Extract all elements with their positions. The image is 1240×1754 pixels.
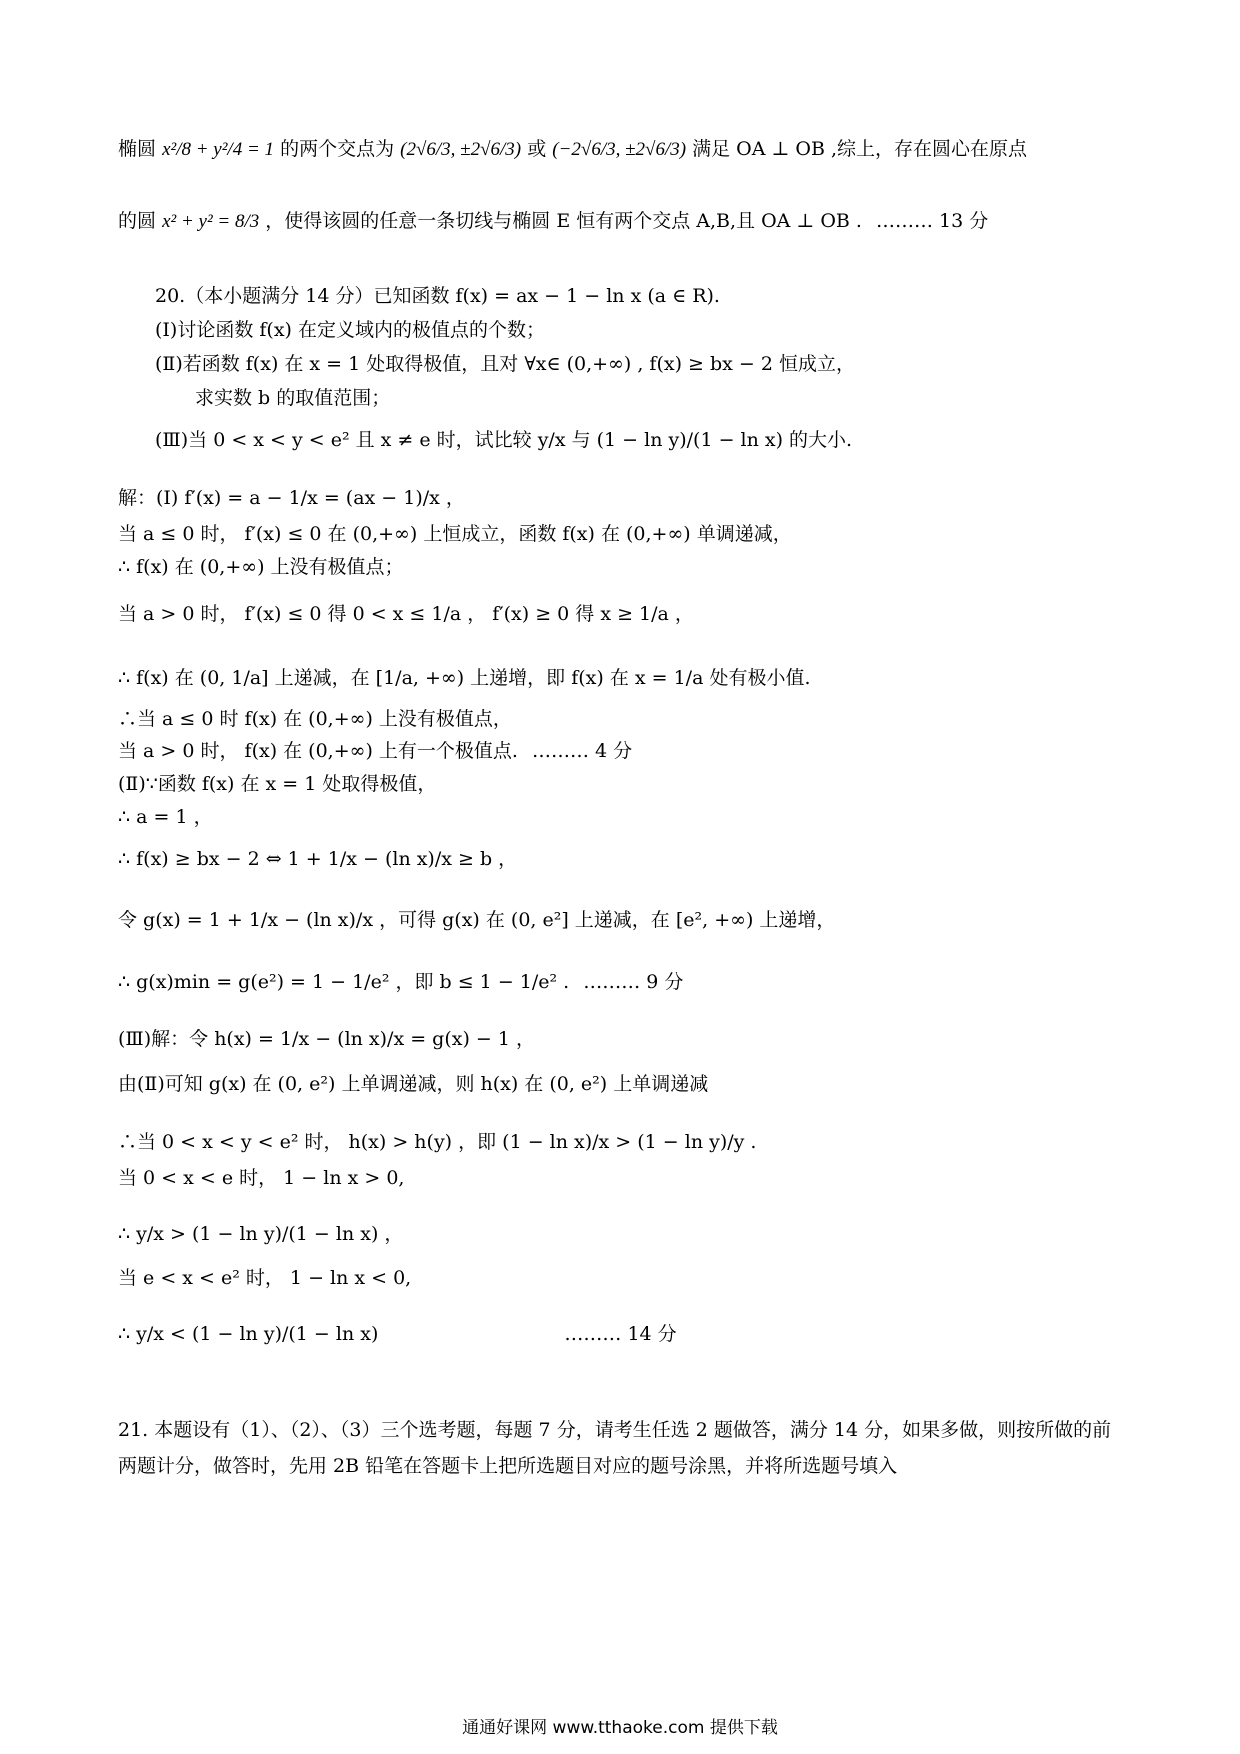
q20-stem: 20.（本小题满分 14 分）已知函数 f(x) = ax − 1 − ln x (a ∈ R). <box>155 285 720 307</box>
solution-line-12-text: ∴ g(x)min = g(e²) = 1 − 1/e² ，即 b ≤ 1 − 1/e² . <box>118 971 570 993</box>
ellipse-equation: x²/8 + y²/4 = 1 <box>162 139 275 160</box>
solution-line-2: 当 a ≤ 0 时， f′(x) ≤ 0 在 (0,+∞) 上恒成立，函数 f(x) 在 (0,+∞) 单调递减， <box>118 523 792 545</box>
q20-part-2: (Ⅱ)若函数 f(x) 在 x = 1 处取得极值，且对 ∀x∈ (0,+∞) , f(x) ≥ bx − 2 恒成立， <box>155 353 855 375</box>
solution-line-12 <box>118 968 683 996</box>
solution-line-18: 当 e < x < e² 时， 1 − ln x < 0, <box>118 1267 412 1289</box>
solution-line-13: (Ⅲ)解：令 h(x) = 1/x − (ln x)/x = g(x) − 1 ， <box>118 1028 536 1050</box>
solution-line-11: 令 g(x) = 1 + 1/x − (ln x)/x ，可得 g(x) 在 (0, e²] 上递减，在 [e², +∞) 上递增， <box>118 909 836 931</box>
text-tangent: ，使得该圆的任意一条切线与椭圆 E 恒有两个交点 A,B,且 OA ⊥ OB . <box>265 210 862 232</box>
solution-line-7-text: 当 a > 0 时， f(x) 在 (0,+∞) 上有一个极值点. <box>118 740 518 762</box>
solution-line-5: ∴ f(x) 在 (0, 1/a] 上递减，在 [1/a, +∞) 上递增，即 f(x) 在 x = 1/a 处有极小值. <box>118 667 811 689</box>
solution-line-4: 当 a > 0 时， f′(x) ≤ 0 得 0 < x ≤ 1/a ， f′(x) ≥ 0 得 x ≥ 1/a ， <box>118 603 694 625</box>
text-circle-label: 的圆 <box>118 210 157 232</box>
solution-line-7 <box>118 737 632 765</box>
solution-line-8: (Ⅱ)∵函数 f(x) 在 x = 1 处取得极值， <box>118 773 437 795</box>
solution-line-9: ∴ a = 1 ， <box>118 806 213 828</box>
point-2: (−2√6/3, ±2√6/3) <box>552 139 687 160</box>
solution-line-6: ∴当 a ≤ 0 时 f(x) 在 (0,+∞) 上没有极值点， <box>118 708 512 730</box>
score-14: ……… 14 分 <box>564 1323 677 1345</box>
text-intersections: 的两个交点为 <box>280 138 395 160</box>
solution-line-3: ∴ f(x) 在 (0,+∞) 上没有极值点； <box>118 556 404 578</box>
solution-line-16: 当 0 < x < e 时， 1 − ln x > 0, <box>118 1167 405 1189</box>
solution-line-17: ∴ y/x > (1 − ln y)/(1 − ln x) ， <box>118 1223 404 1245</box>
solution-line-10: ∴ f(x) ≥ bx − 2 ⇔ 1 + 1/x − (ln x)/x ≥ b ， <box>118 848 518 870</box>
text-or: 或 <box>527 138 547 160</box>
solution-line-15: ∴当 0 < x < y < e² 时， h(x) > h(y) ，即 (1 − ln x)/x > (1 − ln y)/y . <box>118 1131 757 1153</box>
page-footer: 通通好课网 www.tthaoke.com 提供下载 <box>462 1718 778 1738</box>
solution-line-14: 由(Ⅱ)可知 g(x) 在 (0, e²) 上单调递减，则 h(x) 在 (0, e²) 上单调递减 <box>118 1073 709 1095</box>
text-ellipse-label: 椭圆 <box>118 138 157 160</box>
q20-part-3: (Ⅲ)当 0 < x < y < e² 且 x ≠ e 时，试比较 y/x 与 (1 − ln y)/(1 − ln x) 的大小. <box>155 429 853 451</box>
q20-part-1: (Ⅰ)讨论函数 f(x) 在定义域内的极值点的个数； <box>155 319 545 341</box>
score-4: ……… 4 分 <box>532 740 633 762</box>
q21-text: 21. 本题设有（1）、（2）、（3）三个选考题，每题 7 分，请考生任选 2 题做答，满分 14 分，如果多做，则按所做的前两题计分，做答时，先用 2B 铅笔在答题卡上把所选题目对应的题号涂黑，并将所选题号填入 <box>118 1419 1112 1477</box>
solution-line-19-text: ∴ y/x < (1 − ln y)/(1 − ln x) <box>118 1323 379 1345</box>
q20-part-2b: 求实数 b 的取值范围； <box>195 387 391 409</box>
score-13: ……… 13 分 <box>876 210 989 232</box>
solution-line-19 <box>118 1320 677 1348</box>
circle-equation: x² + y² = 8/3 <box>162 211 260 232</box>
q19-conclusion-line-1 <box>118 135 1027 164</box>
text-perpendicular: 满足 OA ⊥ OB ,综上，存在圆心在原点 <box>692 138 1028 160</box>
q19-conclusion-line-2 <box>118 207 988 236</box>
solution-line-1: 解：(Ⅰ) f′(x) = a − 1/x = (ax − 1)/x ， <box>118 487 465 509</box>
point-1: (2√6/3, ±2√6/3) <box>400 139 522 160</box>
score-9: ……… 9 分 <box>583 971 684 993</box>
